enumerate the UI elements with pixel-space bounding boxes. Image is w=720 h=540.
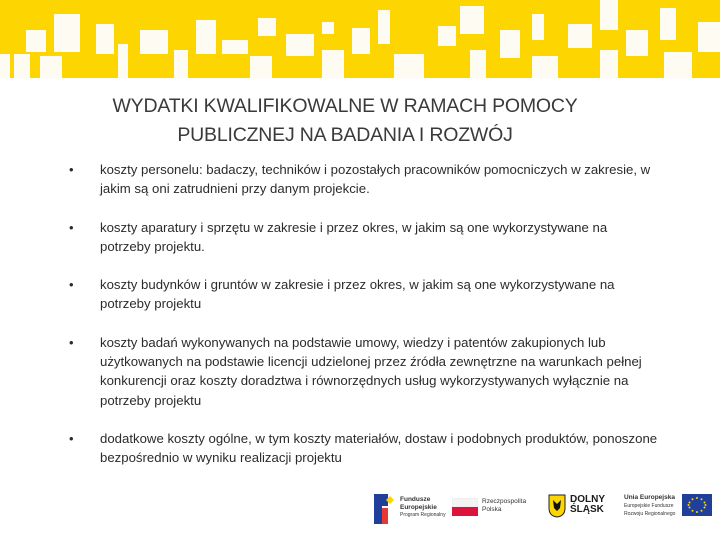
ue-line-2: Europejskie Fundusze xyxy=(624,502,674,509)
list-item-text: koszty badań wykonywanych na podstawie umowy, wiedzy i patentów zakupionych lub użytkowanych na podstawie licencji udzielonej przez źródła zewnętrzne na warunkach pełnej konkurencji oraz koszty doradztwa i równorzędnych usług wykorzystywanych wyłącznie na potrzeby projektu xyxy=(100,334,642,408)
funding-logos-strip xyxy=(362,486,720,540)
ds-line-1: DOLNY xyxy=(570,494,605,505)
list-item xyxy=(68,333,658,410)
title-line-2: PUBLICZNEJ NA BADANIA I ROZWÓJ xyxy=(177,124,513,146)
rzeczpospolita-logo xyxy=(452,496,532,528)
list-item-text: koszty budynków i gruntów w zakresie i przez okres, w jakim są one wykorzystywane na potrzeby projektu xyxy=(100,277,615,312)
eagle-crest-icon xyxy=(548,494,566,518)
fe-line-2: Europejskie xyxy=(400,503,437,511)
bullet-icon: • xyxy=(69,430,74,446)
polish-flag-icon xyxy=(452,498,478,516)
slide-title xyxy=(60,92,630,150)
list-item xyxy=(68,218,658,257)
ds-line-2: ŚLĄSK xyxy=(570,504,604,515)
bullet-icon: • xyxy=(69,162,74,177)
list-item-text: dodatkowe koszty ogólne, w tym koszty materiałów, dostaw i podobnych produktów, ponoszone bezpośrednio w wyniku realizacji projektu xyxy=(100,430,658,466)
bullet-icon: • xyxy=(69,277,74,293)
eligible-costs-list xyxy=(68,160,658,468)
fe-line-3: Program Regionalny xyxy=(400,512,446,518)
unia-europejska-logo xyxy=(624,492,718,526)
bullet-icon: • xyxy=(69,219,74,235)
rp-line-2: Polska xyxy=(482,505,502,513)
dolny-slask-logo xyxy=(548,494,610,528)
fe-star-icon xyxy=(372,492,396,526)
list-item-text: koszty aparatury i sprzętu w zakresie i przez okres, w jakim są one wykorzystywane na potrzeby projektu. xyxy=(100,219,608,254)
banner-block-pattern xyxy=(0,0,720,78)
list-item xyxy=(68,429,658,468)
rp-line-1: Rzeczpospolita xyxy=(482,498,527,505)
bullet-icon: • xyxy=(69,334,74,350)
fe-line-1: Fundusze xyxy=(400,496,431,503)
list-item-text: koszty personelu: badaczy, techników i pozostałych pracowników pomocniczych w zakresie, w jakim są oni zatrudnieni przy danym projekcie. xyxy=(100,162,651,197)
ue-line-3: Rozwoju Regionalnego xyxy=(624,511,676,517)
fundusze-europejskie-logo xyxy=(372,492,452,528)
list-item xyxy=(68,160,658,199)
list-item xyxy=(68,275,658,314)
ue-line-1: Unia Europejska xyxy=(624,494,675,501)
title-line-1: WYDATKI KWALIFIKOWALNE W RAMACH POMOCY xyxy=(112,95,578,117)
header-banner xyxy=(0,0,720,78)
eu-flag-icon xyxy=(682,494,712,516)
